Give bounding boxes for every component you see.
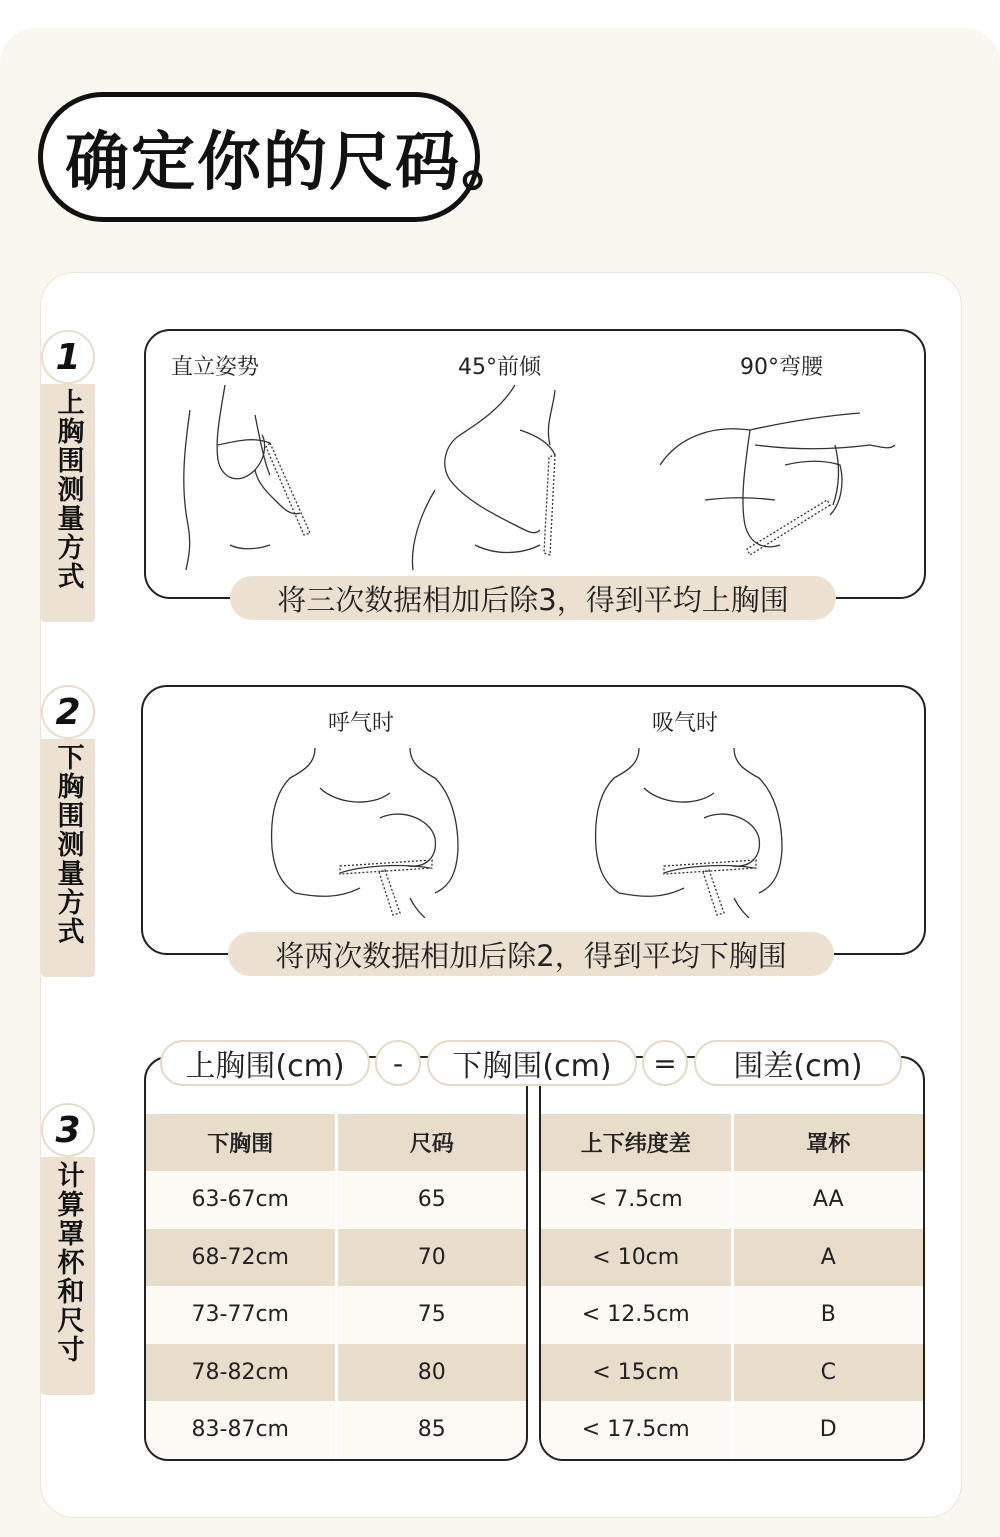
cup-size-table [539, 1056, 925, 1461]
inhale-measure-illustration [584, 748, 794, 918]
pose-label-bend-90: 90°弯腰 [740, 355, 823, 380]
band-table-header [146, 1114, 526, 1171]
formula-overbust-pill: 上胸围(cm) [160, 1040, 370, 1086]
cup-header-difference: 上下纬度差 [541, 1114, 734, 1171]
formula-equals-sign: = [642, 1040, 688, 1086]
table-row [146, 1401, 526, 1459]
table-row [541, 1171, 923, 1229]
pose-label-upright: 直立姿势 [171, 355, 260, 380]
band-header-underbust: 下胸围 [146, 1114, 338, 1171]
cup-header-cup: 罩杯 [806, 1132, 851, 1157]
cup-letter-cell: A [820, 1244, 836, 1270]
upright-pose-illustration [170, 385, 330, 570]
cup-letter-cell: AA [812, 1187, 844, 1213]
table-row [146, 1344, 526, 1402]
band-size-cell: 80 [417, 1359, 446, 1385]
cup-table-header [541, 1114, 923, 1171]
band-underbust-cell: 78-82cm [146, 1344, 338, 1402]
step-1-label: 上胸围测量方式 [41, 384, 95, 622]
table-row [146, 1286, 526, 1344]
cup-difference-cell: < 7.5cm [541, 1171, 734, 1229]
pose-label-lean-45: 45°前倾 [458, 355, 541, 380]
band-underbust-cell: 68-72cm [146, 1229, 338, 1287]
cup-letter-cell: C [820, 1359, 836, 1385]
table-row [146, 1229, 526, 1287]
band-size-table [144, 1056, 528, 1461]
formula-underbust-pill: 下胸围(cm) [427, 1040, 637, 1086]
step-2-label: 下胸围测量方式 [41, 739, 95, 977]
exhale-measure-illustration [260, 748, 470, 918]
band-underbust-cell: 73-77cm [146, 1286, 338, 1344]
cup-difference-cell: < 17.5cm [541, 1401, 734, 1459]
page-title-text: 确定你的尺码。 [65, 126, 527, 200]
step-3-label: 计算罩杯和尺寸 [41, 1157, 95, 1395]
table-row [541, 1286, 923, 1344]
cup-letter-cell: D [819, 1417, 837, 1443]
table-row [541, 1229, 923, 1287]
step-2-caption: 将两次数据相加后除2，得到平均下胸围 [228, 932, 834, 976]
formula-difference-pill: 围差(cm) [694, 1040, 902, 1086]
formula-minus-sign: - [375, 1040, 421, 1086]
cup-difference-cell: < 12.5cm [541, 1286, 734, 1344]
band-size-cell: 65 [417, 1187, 446, 1213]
cup-letter-cell: B [820, 1302, 836, 1328]
state-label-exhale: 呼气时 [328, 711, 395, 736]
table-row [541, 1344, 923, 1402]
step-1-number: 1 [41, 330, 95, 384]
cup-difference-cell: < 10cm [541, 1229, 734, 1287]
band-underbust-cell: 63-67cm [146, 1171, 338, 1229]
bend-90-pose-illustration [655, 405, 905, 570]
table-row [541, 1401, 923, 1459]
band-size-cell: 70 [417, 1244, 446, 1270]
lean-45-pose-illustration [405, 385, 575, 570]
step-3-number: 3 [41, 1103, 95, 1157]
band-size-cell: 85 [417, 1417, 446, 1443]
page-title [38, 92, 527, 222]
step-1-caption: 将三次数据相加后除3，得到平均上胸围 [230, 576, 836, 620]
band-header-size: 尺码 [409, 1132, 454, 1157]
cup-difference-cell: < 15cm [541, 1344, 734, 1402]
table-row [146, 1171, 526, 1229]
band-size-cell: 75 [417, 1302, 446, 1328]
band-underbust-cell: 83-87cm [146, 1401, 338, 1459]
step-2-number: 2 [41, 685, 95, 739]
step-2-illustration-frame [141, 685, 926, 955]
state-label-inhale: 吸气时 [652, 711, 719, 736]
